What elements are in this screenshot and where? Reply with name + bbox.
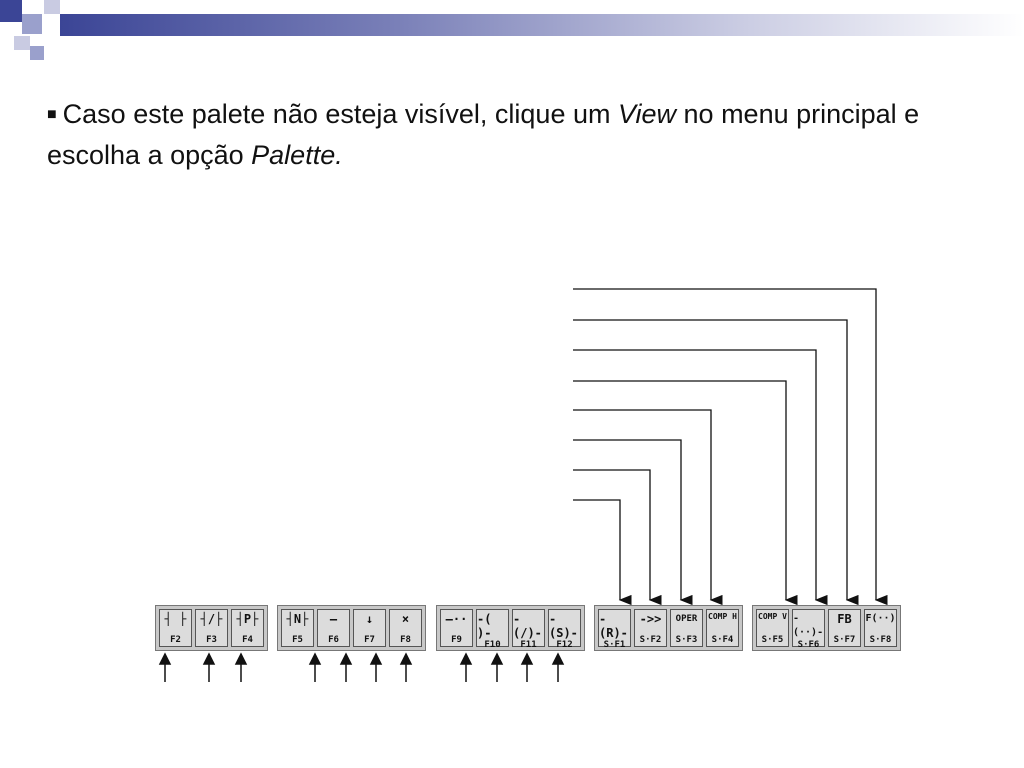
key-sym: ┤N├ [286, 612, 309, 626]
key-sym: × [401, 612, 410, 626]
key-label: F11 [520, 640, 537, 650]
up-arrow-icon [160, 654, 170, 682]
up-arrow-icon [553, 654, 563, 682]
key-sym: FB [837, 612, 852, 626]
up-arrow-icon [204, 654, 214, 682]
up-arrow-icon [341, 654, 351, 682]
key-label: F4 [242, 635, 253, 645]
key-sym: — [329, 612, 338, 626]
key-sym: COMP H [708, 612, 737, 621]
key-sym: —·· [445, 612, 468, 626]
key-sym: -( )- [477, 612, 492, 640]
key-sym: OPER [675, 614, 698, 624]
key-sym: -(S)- [549, 612, 578, 640]
key-sym: F(··) [865, 613, 896, 624]
key-sym: -(/)- [513, 612, 542, 640]
up-arrow-icon [236, 654, 246, 682]
key-label: F8 [400, 635, 411, 645]
bullet-palette: Palette. [251, 140, 343, 170]
up-arrow-icon [401, 654, 411, 682]
bullet-part1: Caso este palete não esteja visível, clique um [62, 99, 618, 129]
key-label: S·F2 [639, 635, 662, 645]
key-sym: -(··)- [793, 613, 824, 638]
key-label: S·F6 [797, 640, 820, 650]
key-sym: COMP V [758, 612, 787, 621]
key-sym: -(R)- [599, 612, 628, 640]
key-label: S·F4 [711, 635, 734, 645]
key-label: F9 [451, 635, 462, 645]
up-arrow-icon [492, 654, 502, 682]
key-label: F12 [556, 640, 573, 650]
key-label: F2 [170, 635, 181, 645]
up-arrow-icon [371, 654, 381, 682]
key-sym: ┤ ├ [164, 612, 187, 626]
key-label: S·F1 [603, 640, 626, 650]
bullet-icon: ■ [47, 106, 57, 123]
bullet-part2: no menu principal e escolha a opção [47, 99, 920, 170]
key-label: F6 [328, 635, 339, 645]
key-label: F5 [292, 635, 303, 645]
key-sym: ┤/├ [200, 612, 223, 626]
key-label: S·F3 [675, 635, 698, 645]
key-label: S·F7 [833, 635, 856, 645]
up-arrow-icon [522, 654, 532, 682]
key-label: S·F8 [869, 635, 892, 645]
bullet-view: View [617, 99, 677, 129]
up-arrow-icon [461, 654, 471, 682]
key-label: S·F5 [761, 635, 784, 645]
up-arrow-icon [310, 654, 320, 682]
key-label: F3 [206, 635, 217, 645]
key-sym: ->> [639, 612, 662, 626]
key-sym: ↓ [365, 612, 374, 626]
key-label: F7 [364, 635, 375, 645]
key-label: F10 [484, 640, 501, 650]
key-sym: ┤P├ [236, 612, 259, 626]
